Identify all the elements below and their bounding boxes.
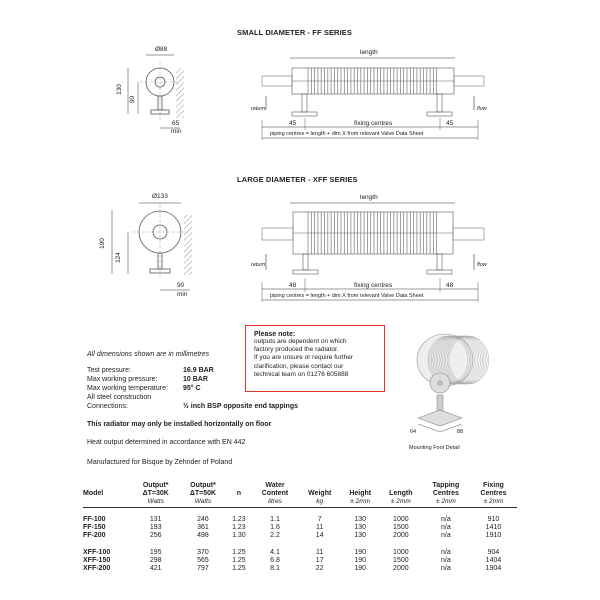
small-depth-unit: min [171, 128, 182, 135]
th2-height: Height [349, 490, 372, 497]
table-cell: 190 [354, 548, 367, 556]
table-units-row [83, 498, 517, 508]
table-cell: 1910 [485, 532, 502, 540]
please-note-box [245, 325, 385, 392]
table-cell: 131 [149, 516, 162, 523]
th-tapping: Tapping [432, 482, 460, 489]
unit-n [227, 498, 252, 508]
table-cell: 195 [149, 548, 162, 556]
table-cell: 14 [315, 532, 324, 540]
table-cell: 910 [487, 516, 500, 523]
table-cell: 298 [149, 556, 162, 564]
large-fixing-label: fixing centres [354, 282, 393, 289]
th-n [227, 482, 252, 490]
th2-length: Length [389, 490, 413, 497]
large-offset-right: 48 [446, 282, 454, 289]
table-cell: 17 [315, 556, 324, 564]
large-offset-left: 48 [289, 282, 297, 289]
spec-label-test: Test pressure: [87, 367, 131, 374]
table-cell: 1.1 [270, 516, 280, 523]
small-end-view [128, 55, 184, 128]
table-cell: n/a [441, 565, 451, 573]
table-cell: 130 [354, 524, 367, 532]
small-dia-label: Ø88 [155, 46, 168, 53]
table-cell: 2000 [393, 565, 409, 573]
please-note-title: Please note: [254, 331, 296, 338]
spec-label-pressure: Max working pressure: [87, 376, 158, 383]
unit-tapping: ± 2mm [422, 498, 470, 508]
spec-label-temp: Max working temperature: [87, 385, 168, 392]
th-output50: Output* [190, 482, 216, 489]
table-cell: 797 [197, 565, 209, 573]
th2-tapping: Centres [432, 490, 459, 497]
large-flow-label: flow [477, 262, 487, 268]
small-fixing-label: fixing centres [354, 120, 393, 127]
table-cell: n/a [441, 524, 451, 532]
table-cell: n/a [441, 516, 451, 523]
table-cell: 1500 [393, 556, 409, 564]
table-cell: 1000 [393, 516, 409, 523]
table-cell: n/a [441, 548, 451, 556]
th-fixing: Fixing [483, 482, 504, 489]
unit-height: ± 2mm [341, 498, 380, 508]
table-cell: 1.25 [232, 548, 246, 556]
table-cell: 256 [149, 532, 162, 540]
table-cell: 193 [149, 524, 162, 532]
table-header-row-2 [83, 490, 517, 498]
table-cell: 370 [197, 548, 209, 556]
table-row [83, 557, 517, 565]
table-cell: 246 [197, 516, 209, 523]
mounting-foot-drawing [417, 334, 489, 432]
please-note-line: factory produced the radiator. [254, 346, 339, 354]
large-return-label: return [251, 262, 266, 268]
table-cell: 1410 [485, 524, 502, 532]
small-offset-left: 45 [289, 120, 297, 127]
th2-model: Model [83, 490, 104, 497]
large-series-title: LARGE DIAMETER - XFF SERIES [237, 175, 358, 184]
table-cell: 1.6 [270, 524, 280, 532]
table-cell: 2.2 [270, 532, 280, 540]
th2-output50: ΔT=50K [189, 490, 217, 497]
th-output30: Output* [142, 482, 169, 489]
table-cell: n/a [441, 532, 451, 540]
th-water: Water [265, 482, 285, 489]
table-cell: 361 [197, 524, 209, 532]
th-length [380, 482, 422, 490]
spec-steel: All steel construction [87, 394, 152, 401]
heat-note: Heat output determined in accordance with EN 442 [87, 439, 246, 446]
large-h2-label: 124 [114, 252, 122, 263]
unit-output30: Watts [132, 498, 179, 508]
large-length-label: length [360, 194, 378, 201]
table-spacer [83, 541, 517, 549]
spec-value-test: 16.9 BAR [183, 367, 214, 374]
spec-value-connections: ½ inch BSP opposite end tappings [183, 403, 298, 410]
table-cell: 904 [487, 548, 500, 556]
th2-output30: ΔT=30K [142, 490, 169, 497]
small-offset-right: 45 [446, 120, 454, 127]
spec-value-temp: 95° C [183, 385, 201, 392]
table-cell: 498 [197, 532, 209, 540]
table-cell: 130 [354, 516, 367, 523]
unit-weight: kg [299, 498, 341, 508]
model-cell: XFF-200 [83, 565, 111, 573]
th2-weight: Weight [308, 490, 332, 497]
table-row [83, 532, 517, 540]
table-cell: 1.30 [232, 532, 246, 540]
table-cell: 1.23 [232, 516, 246, 523]
small-length-label: length [360, 49, 378, 56]
th-height [341, 482, 380, 490]
table-cell: 1500 [393, 524, 409, 532]
table-cell: 1.23 [232, 524, 246, 532]
large-piping-label: piping centres = length + dim X from relevant Valve Data Sheet [270, 293, 424, 299]
model-cell: FF-100 [83, 516, 106, 523]
large-depth-label: 90 [177, 282, 185, 289]
th2-fixing: Centres [480, 490, 507, 497]
small-depth-label: 65 [172, 120, 180, 127]
small-front-view [262, 58, 484, 140]
spec-value-pressure: 10 BAR [183, 376, 208, 383]
dimensions-note: All dimensions shown are in millimetres [87, 351, 210, 358]
foot-dim-a: 64 [410, 429, 417, 435]
small-return-label: return [251, 106, 266, 112]
table-cell: 1404 [485, 556, 502, 564]
large-depth-unit: min [177, 291, 188, 298]
spec-table [83, 482, 517, 573]
model-cell: XFF-100 [83, 548, 111, 556]
table-row [83, 565, 517, 573]
table-row [83, 524, 517, 532]
table-cell: 11 [316, 524, 324, 532]
table-cell: 1.25 [232, 556, 246, 564]
foot-dim-b: 88 [457, 429, 464, 435]
model-cell: FF-200 [83, 532, 106, 540]
install-note: This radiator may only be installed horizontally on floor [87, 421, 272, 428]
foot-caption: Mounting Foot Detail [409, 445, 460, 451]
table-cell: 190 [354, 565, 367, 573]
unit-output50: Watts [179, 498, 226, 508]
th2-n: n [236, 490, 242, 497]
table-cell: 8.1 [270, 565, 280, 573]
please-note-line: technical team on 01276 605888 [254, 370, 349, 378]
please-note-line: outputs are dependent on which [254, 338, 347, 345]
large-end-view [112, 203, 192, 290]
spec-label-connections: Connections: [87, 403, 128, 410]
table-cell: 11 [316, 548, 324, 556]
table-cell: 1000 [393, 548, 409, 556]
table-cell: 6.8 [270, 556, 280, 564]
table-cell: n/a [441, 556, 451, 564]
small-h2-label: 90 [129, 95, 137, 104]
table-cell: 421 [149, 565, 162, 573]
th-weight [299, 482, 341, 490]
small-flow-label: flow [477, 106, 487, 112]
table-row [83, 516, 517, 524]
unit-water: litres [251, 498, 299, 508]
large-dia-label: Ø133 [152, 193, 168, 200]
table-cell: 1904 [485, 565, 502, 573]
table-cell: 22 [315, 565, 324, 573]
manufactured-note: Manufactured for Bisque by Zehnder of Poland [87, 459, 233, 466]
small-series-title: SMALL DIAMETER - FF SERIES [237, 28, 352, 37]
th2-water: Content [261, 490, 289, 497]
table-cell: 1.25 [232, 565, 246, 573]
table-spacer [83, 508, 517, 517]
table-body [83, 508, 517, 574]
th-model [83, 482, 132, 490]
table-cell: 565 [197, 556, 209, 564]
please-note-line: If you are unsure or require further [254, 354, 353, 362]
small-piping-label: piping centres = length + dim X from relevant Valve Data Sheet [270, 131, 424, 137]
small-height-label: 130 [115, 84, 123, 95]
unit-model [83, 498, 132, 508]
table-header-row-1 [83, 482, 517, 490]
table-row [83, 549, 517, 557]
table-cell: 2000 [393, 532, 409, 540]
table-cell: 130 [354, 532, 367, 540]
model-cell: XFF-150 [83, 556, 111, 564]
large-height-label: 190 [98, 238, 106, 249]
model-cell: FF-150 [83, 524, 106, 532]
unit-fixing: ± 2mm [470, 498, 517, 508]
table-cell: 190 [354, 556, 367, 564]
unit-length: ± 2mm [380, 498, 422, 508]
please-note-line: clarification, please contact our [254, 362, 344, 370]
table-cell: 7 [317, 516, 322, 523]
table-cell: 4.1 [270, 548, 280, 556]
